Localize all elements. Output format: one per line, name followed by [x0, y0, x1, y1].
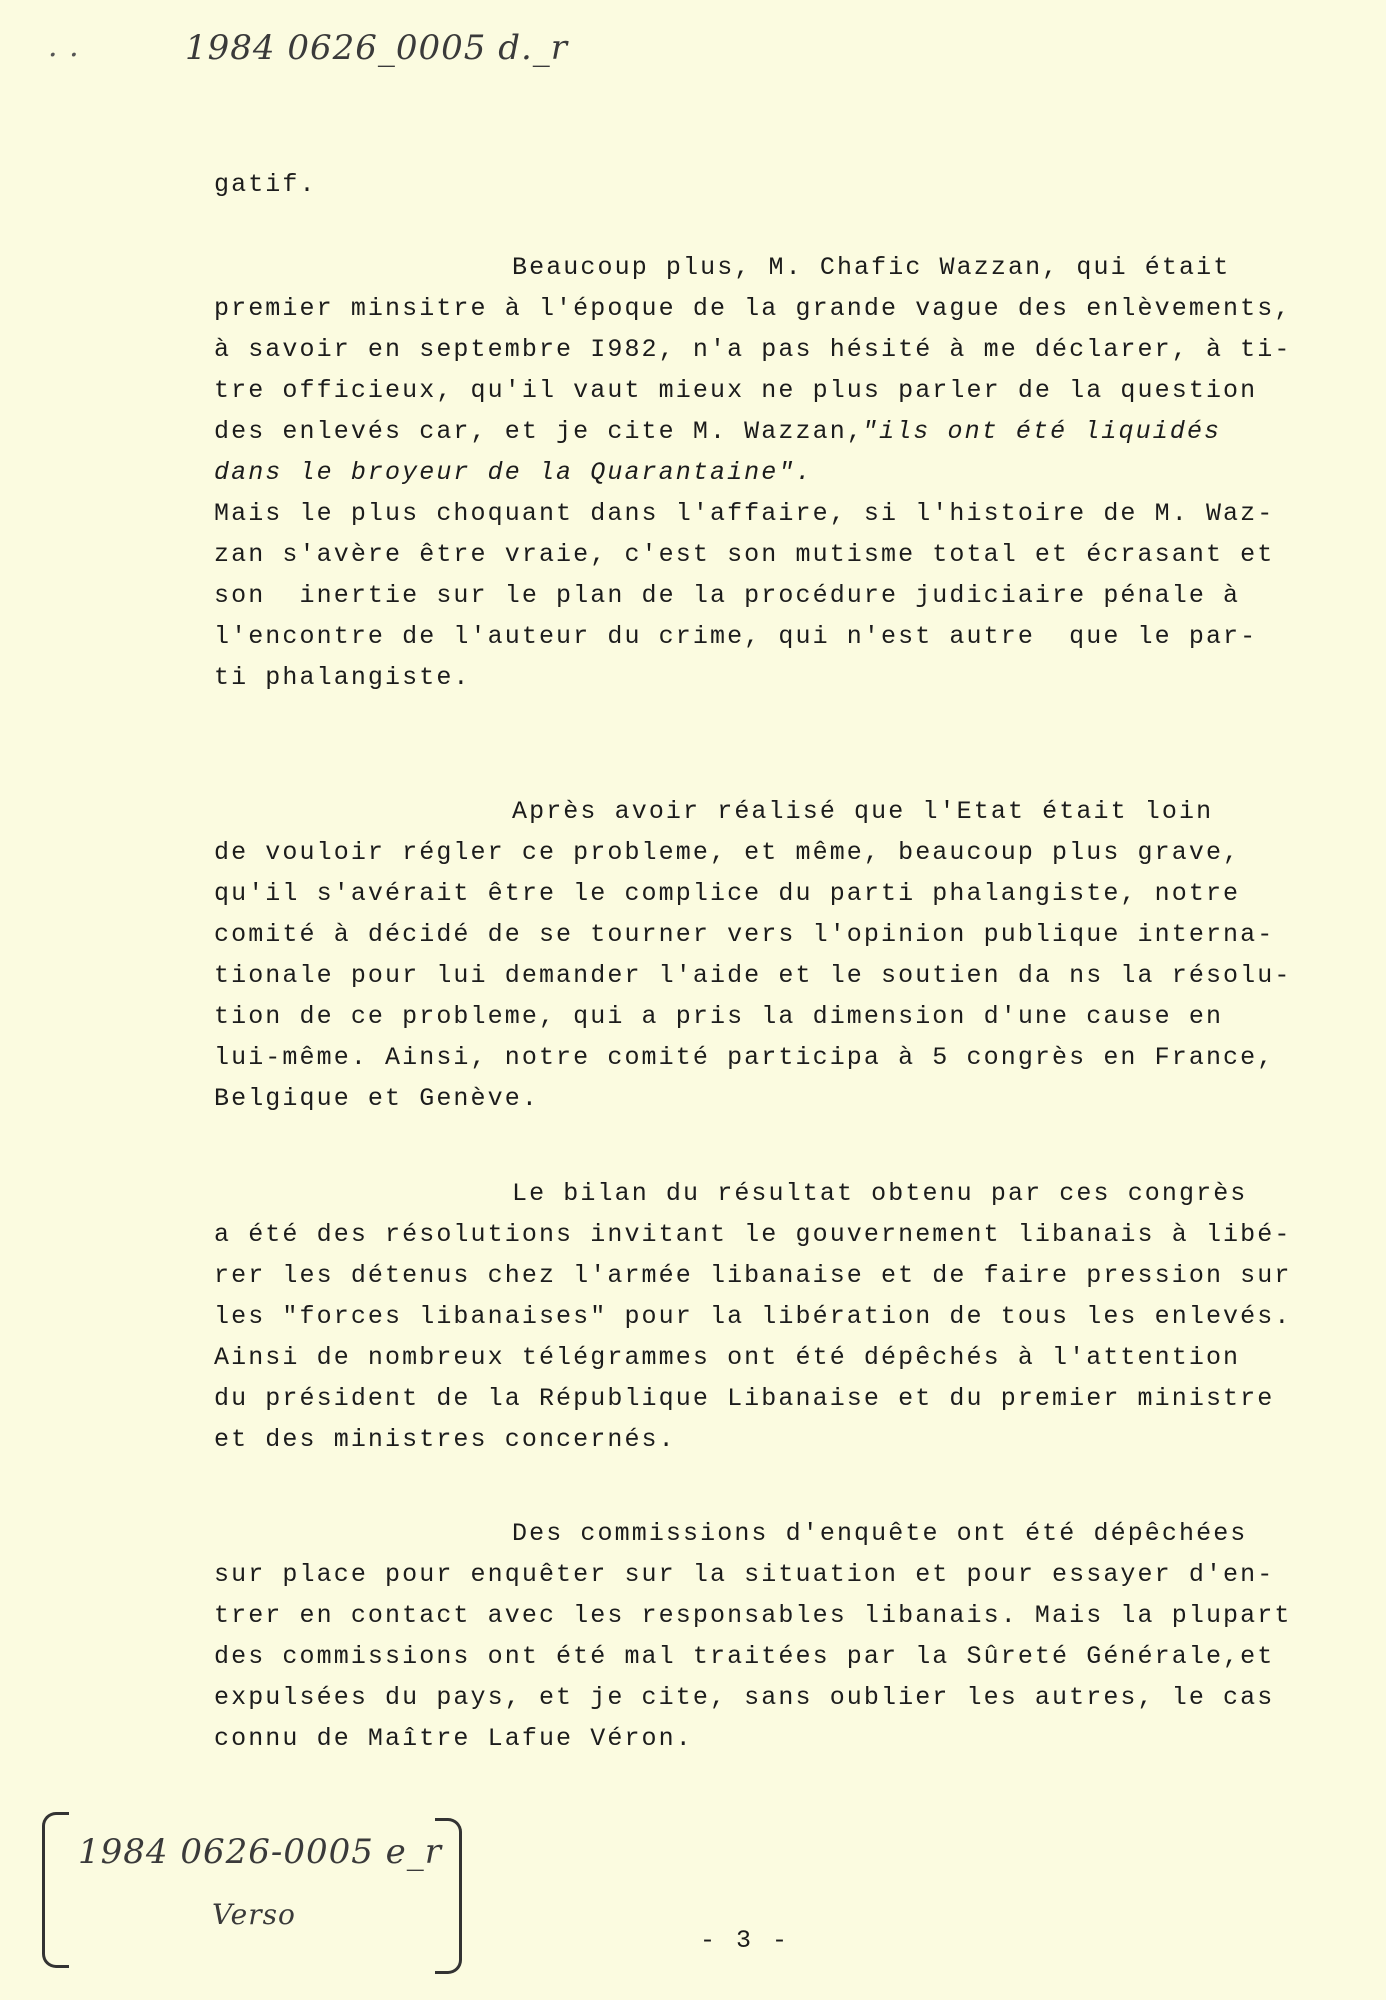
text-line: son inertie sur le plan de la procédure judiciaire pénale à — [214, 581, 1241, 610]
text-line: à savoir en septembre I982, n'a pas hésité à me déclarer, à ti- — [214, 335, 1292, 364]
page-number: - 3 - — [700, 1926, 791, 1955]
text-line: des enlevés car, et je cite M. Wazzan, — [214, 417, 881, 446]
text-line: les "forces libanaises" pour la libération de tous les enlevés. — [214, 1302, 1292, 1331]
text-line: qu'il s'avérait être le complice du parti phalangiste, notre — [214, 879, 1241, 908]
text-line: lui-même. Ainsi, notre comité participa à 5 congrès en France, — [214, 1043, 1275, 1072]
text-line: gatif. — [214, 170, 317, 199]
text-line: l'encontre de l'auteur du crime, qui n'est autre que le par- — [214, 622, 1258, 651]
text-line: dans le broyeur de la Quarantaine". — [214, 458, 813, 487]
text-line: Beaucoup plus, M. Chafic Wazzan, qui était — [512, 253, 1231, 282]
text-line: sur place pour enquêter sur la situation et pour essayer d'en- — [214, 1560, 1275, 1589]
text-line: tre officieux, qu'il vaut mieux ne plus parler de la question — [214, 376, 1258, 405]
margin-marks: · · — [48, 38, 80, 73]
text-line: connu de Maître Lafue Véron. — [214, 1724, 693, 1753]
text-line: comité à décidé de se tourner vers l'opinion publique interna- — [214, 920, 1275, 949]
handwritten-reference-top: 1984 0626_0005 d._r — [185, 28, 569, 68]
text-line: du président de la République Libanaise et du premier ministre — [214, 1384, 1275, 1413]
handwritten-reference-bottom: 1984 0626-0005 e_r — [78, 1832, 443, 1872]
text-line: zan s'avère être vraie, c'est son mutisme total et écrasant et — [214, 540, 1275, 569]
text-line: rer les détenus chez l'armée libanaise et de faire pression sur — [214, 1261, 1292, 1290]
text-line: des commissions ont été mal traitées par la Sûreté Générale,et — [214, 1642, 1275, 1671]
text-line: expulsées du pays, et je cite, sans oublier les autres, le cas — [214, 1683, 1275, 1712]
text-line-italic-tail: "ils ont été liquidés — [862, 417, 1222, 446]
text-line: Belgique et Genève. — [214, 1084, 539, 1113]
text-line: Ainsi de nombreux télégrammes ont été dépêchés à l'attention — [214, 1343, 1241, 1372]
text-line: tion de ce probleme, qui a pris la dimension d'une cause en — [214, 1002, 1224, 1031]
text-line: trer en contact avec les responsables libanais. Mais la plupart — [214, 1601, 1292, 1630]
handwritten-verso: Verso — [212, 1898, 296, 1931]
bracket-left — [42, 1812, 69, 1968]
text-line: ti phalangiste. — [214, 663, 471, 692]
text-line: a été des résolutions invitant le gouvernement libanais à libé- — [214, 1220, 1292, 1249]
text-line: Après avoir réalisé que l'Etat était loin — [512, 797, 1214, 826]
text-line: tionale pour lui demander l'aide et le soutien da ns la résolu- — [214, 961, 1292, 990]
text-line: premier minsitre à l'époque de la grande vague des enlèvements, — [214, 294, 1292, 323]
text-line: Le bilan du résultat obtenu par ces congrès — [512, 1179, 1248, 1208]
text-line: Mais le plus choquant dans l'affaire, si l'histoire de M. Waz- — [214, 499, 1275, 528]
text-line: et des ministres concernés. — [214, 1425, 676, 1454]
text-line: Des commissions d'enquête ont été dépêchées — [512, 1519, 1248, 1548]
text-line: de vouloir régler ce probleme, et même, beaucoup plus grave, — [214, 838, 1241, 867]
